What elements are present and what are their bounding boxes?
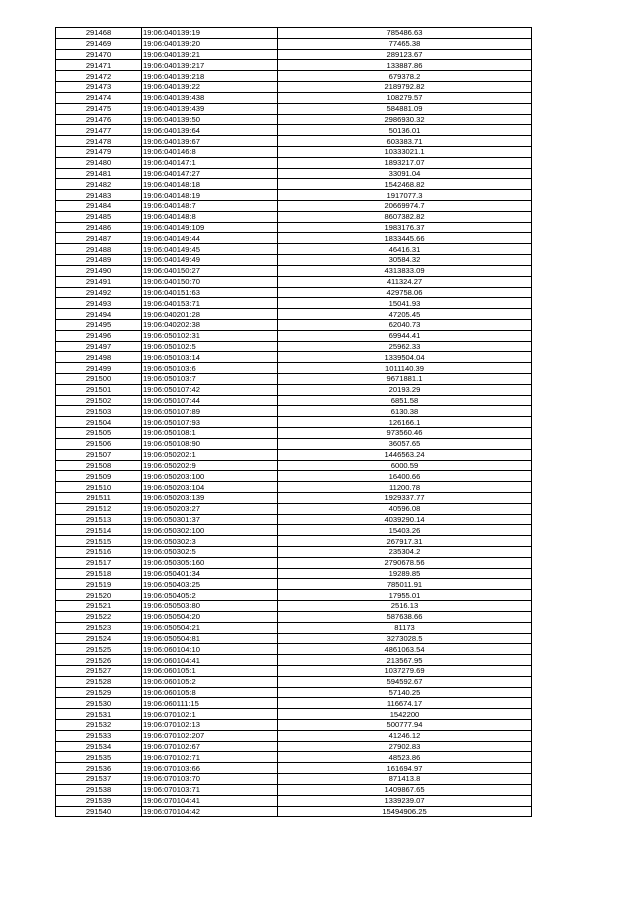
cadastral-number-cell: 19:06:050302:100 bbox=[142, 525, 278, 536]
cadastral-value-cell: 1446563.24 bbox=[278, 449, 532, 460]
table-row bbox=[56, 568, 532, 579]
cadastral-value-cell: 161694.97 bbox=[278, 763, 532, 774]
table-row bbox=[56, 492, 532, 503]
cadastral-number-cell: 19:06:060111:15 bbox=[142, 698, 278, 709]
table-row bbox=[56, 676, 532, 687]
table-row bbox=[56, 319, 532, 330]
row-number-cell: 291529 bbox=[56, 687, 142, 698]
cadastral-number-cell: 19:06:050302:5 bbox=[142, 547, 278, 558]
cadastral-number-cell: 19:06:050503:80 bbox=[142, 601, 278, 612]
row-number-cell: 291533 bbox=[56, 730, 142, 741]
row-number-cell: 291524 bbox=[56, 633, 142, 644]
cadastral-value-cell: 679378.2 bbox=[278, 71, 532, 82]
cadastral-value-cell: 11200.78 bbox=[278, 482, 532, 493]
row-number-cell: 291501 bbox=[56, 384, 142, 395]
table-row bbox=[56, 287, 532, 298]
row-number-cell: 291495 bbox=[56, 319, 142, 330]
row-number-cell: 291499 bbox=[56, 363, 142, 374]
table-row bbox=[56, 168, 532, 179]
cadastral-value-cell: 213567.95 bbox=[278, 655, 532, 666]
row-number-cell: 291536 bbox=[56, 763, 142, 774]
cadastral-number-cell: 19:06:040201:28 bbox=[142, 309, 278, 320]
row-number-cell: 291518 bbox=[56, 568, 142, 579]
row-number-cell: 291479 bbox=[56, 146, 142, 157]
table-body bbox=[56, 28, 532, 817]
cadastral-number-cell: 19:06:040139:19 bbox=[142, 28, 278, 39]
row-number-cell: 291493 bbox=[56, 298, 142, 309]
table-row bbox=[56, 471, 532, 482]
cadastral-number-cell: 19:06:050108:90 bbox=[142, 438, 278, 449]
table-row bbox=[56, 601, 532, 612]
table-row bbox=[56, 28, 532, 39]
cadastral-number-cell: 19:06:040202:38 bbox=[142, 319, 278, 330]
cadastral-number-cell: 19:06:040149:44 bbox=[142, 233, 278, 244]
cadastral-value-cell: 30584.32 bbox=[278, 255, 532, 266]
cadastral-number-cell: 19:06:060105:8 bbox=[142, 687, 278, 698]
table-row bbox=[56, 547, 532, 558]
table-row bbox=[56, 774, 532, 785]
cadastral-number-cell: 19:06:050108:1 bbox=[142, 428, 278, 439]
cadastral-number-cell: 19:06:060105:2 bbox=[142, 676, 278, 687]
table-row bbox=[56, 698, 532, 709]
cadastral-number-cell: 19:06:040150:70 bbox=[142, 276, 278, 287]
cadastral-value-cell: 1833445.66 bbox=[278, 233, 532, 244]
row-number-cell: 291522 bbox=[56, 611, 142, 622]
row-number-cell: 291490 bbox=[56, 265, 142, 276]
table-row bbox=[56, 752, 532, 763]
cadastral-value-cell: 1929337.77 bbox=[278, 492, 532, 503]
cadastral-value-cell: 25962.33 bbox=[278, 341, 532, 352]
row-number-cell: 291509 bbox=[56, 471, 142, 482]
cadastral-value-cell: 33091.04 bbox=[278, 168, 532, 179]
cadastral-value-cell: 6000.59 bbox=[278, 460, 532, 471]
table-row bbox=[56, 406, 532, 417]
cadastral-value-cell: 1339239.07 bbox=[278, 795, 532, 806]
cadastral-number-cell: 19:06:050107:93 bbox=[142, 417, 278, 428]
cadastral-number-cell: 19:06:050202:1 bbox=[142, 449, 278, 460]
row-number-cell: 291523 bbox=[56, 622, 142, 633]
row-number-cell: 291531 bbox=[56, 709, 142, 720]
table-row bbox=[56, 103, 532, 114]
row-number-cell: 291517 bbox=[56, 557, 142, 568]
cadastral-number-cell: 19:06:040139:50 bbox=[142, 114, 278, 125]
row-number-cell: 291468 bbox=[56, 28, 142, 39]
cadastral-value-cell: 1917077.3 bbox=[278, 190, 532, 201]
cadastral-value-cell: 1893217.07 bbox=[278, 157, 532, 168]
row-number-cell: 291483 bbox=[56, 190, 142, 201]
cadastral-value-cell: 46416.31 bbox=[278, 244, 532, 255]
row-number-cell: 291497 bbox=[56, 341, 142, 352]
cadastral-value-cell: 1409867.65 bbox=[278, 784, 532, 795]
cadastral-number-cell: 19:06:050504:21 bbox=[142, 622, 278, 633]
row-number-cell: 291527 bbox=[56, 665, 142, 676]
row-number-cell: 291538 bbox=[56, 784, 142, 795]
row-number-cell: 291521 bbox=[56, 601, 142, 612]
cadastral-number-cell: 19:06:050504:20 bbox=[142, 611, 278, 622]
cadastral-number-cell: 19:06:070102:13 bbox=[142, 720, 278, 731]
cadastral-value-cell: 871413.8 bbox=[278, 774, 532, 785]
cadastral-number-cell: 19:06:070103:70 bbox=[142, 774, 278, 785]
table-row bbox=[56, 233, 532, 244]
table-row bbox=[56, 374, 532, 385]
row-number-cell: 291475 bbox=[56, 103, 142, 114]
cadastral-value-cell: 1542468.82 bbox=[278, 179, 532, 190]
table-row bbox=[56, 146, 532, 157]
table-row bbox=[56, 222, 532, 233]
cadastral-number-cell: 19:06:050401:34 bbox=[142, 568, 278, 579]
row-number-cell: 291482 bbox=[56, 179, 142, 190]
row-number-cell: 291504 bbox=[56, 417, 142, 428]
cadastral-value-cell: 289123.67 bbox=[278, 49, 532, 60]
table-row bbox=[56, 557, 532, 568]
cadastral-number-cell: 19:06:050107:44 bbox=[142, 395, 278, 406]
table-row bbox=[56, 633, 532, 644]
table-row bbox=[56, 255, 532, 266]
table-row bbox=[56, 92, 532, 103]
cadastral-number-cell: 19:06:070102:71 bbox=[142, 752, 278, 763]
cadastral-number-cell: 19:06:060105:1 bbox=[142, 665, 278, 676]
row-number-cell: 291486 bbox=[56, 222, 142, 233]
table-row bbox=[56, 190, 532, 201]
table-row bbox=[56, 428, 532, 439]
row-number-cell: 291528 bbox=[56, 676, 142, 687]
row-number-cell: 291506 bbox=[56, 438, 142, 449]
row-number-cell: 291473 bbox=[56, 82, 142, 93]
table-row bbox=[56, 709, 532, 720]
row-number-cell: 291507 bbox=[56, 449, 142, 460]
cadastral-number-cell: 19:06:040148:7 bbox=[142, 201, 278, 212]
cadastral-value-cell: 20669974.7 bbox=[278, 201, 532, 212]
row-number-cell: 291481 bbox=[56, 168, 142, 179]
cadastral-number-cell: 19:06:070104:41 bbox=[142, 795, 278, 806]
row-number-cell: 291496 bbox=[56, 330, 142, 341]
row-number-cell: 291537 bbox=[56, 774, 142, 785]
row-number-cell: 291526 bbox=[56, 655, 142, 666]
row-number-cell: 291477 bbox=[56, 125, 142, 136]
cadastral-value-table-container bbox=[55, 27, 531, 817]
table-row bbox=[56, 82, 532, 93]
cadastral-number-cell: 19:06:070104:42 bbox=[142, 806, 278, 817]
cadastral-number-cell: 19:06:050202:9 bbox=[142, 460, 278, 471]
cadastral-value-cell: 584881.09 bbox=[278, 103, 532, 114]
table-row bbox=[56, 644, 532, 655]
cadastral-number-cell: 19:06:050305:160 bbox=[142, 557, 278, 568]
row-number-cell: 291498 bbox=[56, 352, 142, 363]
row-number-cell: 291472 bbox=[56, 71, 142, 82]
row-number-cell: 291491 bbox=[56, 276, 142, 287]
cadastral-value-cell: 116674.17 bbox=[278, 698, 532, 709]
table-row bbox=[56, 536, 532, 547]
cadastral-value-cell: 57140.25 bbox=[278, 687, 532, 698]
cadastral-value-cell: 2189792.82 bbox=[278, 82, 532, 93]
cadastral-value-cell: 4313833.09 bbox=[278, 265, 532, 276]
table-row bbox=[56, 730, 532, 741]
cadastral-number-cell: 19:06:050103:14 bbox=[142, 352, 278, 363]
cadastral-value-cell: 3273028.5 bbox=[278, 633, 532, 644]
row-number-cell: 291474 bbox=[56, 92, 142, 103]
table-row bbox=[56, 49, 532, 60]
table-row bbox=[56, 71, 532, 82]
row-number-cell: 291519 bbox=[56, 579, 142, 590]
row-number-cell: 291494 bbox=[56, 309, 142, 320]
cadastral-value-cell: 500777.94 bbox=[278, 720, 532, 731]
table-row bbox=[56, 525, 532, 536]
cadastral-value-cell: 16400.66 bbox=[278, 471, 532, 482]
cadastral-value-cell: 15403.26 bbox=[278, 525, 532, 536]
cadastral-value-cell: 1037279.69 bbox=[278, 665, 532, 676]
table-row bbox=[56, 460, 532, 471]
cadastral-number-cell: 19:06:050103:7 bbox=[142, 374, 278, 385]
cadastral-number-cell: 19:06:040139:67 bbox=[142, 136, 278, 147]
row-number-cell: 291511 bbox=[56, 492, 142, 503]
row-number-cell: 291515 bbox=[56, 536, 142, 547]
cadastral-number-cell: 19:06:050203:139 bbox=[142, 492, 278, 503]
cadastral-value-cell: 108279.57 bbox=[278, 92, 532, 103]
row-number-cell: 291469 bbox=[56, 38, 142, 49]
row-number-cell: 291514 bbox=[56, 525, 142, 536]
cadastral-value-cell: 48523.86 bbox=[278, 752, 532, 763]
cadastral-number-cell: 19:06:040148:18 bbox=[142, 179, 278, 190]
cadastral-number-cell: 19:06:050405:2 bbox=[142, 590, 278, 601]
cadastral-value-cell: 267917.31 bbox=[278, 536, 532, 547]
cadastral-value-cell: 1542200 bbox=[278, 709, 532, 720]
cadastral-number-cell: 19:06:040151:63 bbox=[142, 287, 278, 298]
table-row bbox=[56, 384, 532, 395]
cadastral-number-cell: 19:06:040149:49 bbox=[142, 255, 278, 266]
cadastral-number-cell: 19:06:070103:66 bbox=[142, 763, 278, 774]
cadastral-number-cell: 19:06:050103:6 bbox=[142, 363, 278, 374]
table-row bbox=[56, 795, 532, 806]
cadastral-number-cell: 19:06:040148:8 bbox=[142, 211, 278, 222]
row-number-cell: 291534 bbox=[56, 741, 142, 752]
cadastral-value-cell: 15041.93 bbox=[278, 298, 532, 309]
cadastral-value-table bbox=[55, 27, 532, 817]
table-row bbox=[56, 687, 532, 698]
table-row bbox=[56, 590, 532, 601]
row-number-cell: 291535 bbox=[56, 752, 142, 763]
table-row bbox=[56, 211, 532, 222]
table-row bbox=[56, 38, 532, 49]
cadastral-number-cell: 19:06:040150:27 bbox=[142, 265, 278, 276]
cadastral-number-cell: 19:06:040139:217 bbox=[142, 60, 278, 71]
cadastral-value-cell: 17955.01 bbox=[278, 590, 532, 601]
cadastral-value-cell: 2516.13 bbox=[278, 601, 532, 612]
row-number-cell: 291492 bbox=[56, 287, 142, 298]
cadastral-value-cell: 47205.45 bbox=[278, 309, 532, 320]
table-row bbox=[56, 720, 532, 731]
row-number-cell: 291478 bbox=[56, 136, 142, 147]
table-row bbox=[56, 579, 532, 590]
cadastral-number-cell: 19:06:070103:71 bbox=[142, 784, 278, 795]
table-row bbox=[56, 330, 532, 341]
cadastral-number-cell: 19:06:040153:71 bbox=[142, 298, 278, 309]
table-row bbox=[56, 244, 532, 255]
row-number-cell: 291502 bbox=[56, 395, 142, 406]
table-row bbox=[56, 741, 532, 752]
cadastral-value-cell: 603383.71 bbox=[278, 136, 532, 147]
cadastral-value-cell: 594592.67 bbox=[278, 676, 532, 687]
cadastral-value-cell: 8607382.82 bbox=[278, 211, 532, 222]
cadastral-number-cell: 19:06:070102:67 bbox=[142, 741, 278, 752]
cadastral-value-cell: 235304.2 bbox=[278, 547, 532, 558]
table-row bbox=[56, 784, 532, 795]
table-row bbox=[56, 417, 532, 428]
cadastral-value-cell: 19289.85 bbox=[278, 568, 532, 579]
cadastral-number-cell: 19:06:050203:27 bbox=[142, 503, 278, 514]
row-number-cell: 291508 bbox=[56, 460, 142, 471]
table-row bbox=[56, 806, 532, 817]
row-number-cell: 291480 bbox=[56, 157, 142, 168]
cadastral-value-cell: 411324.27 bbox=[278, 276, 532, 287]
cadastral-value-cell: 973560.46 bbox=[278, 428, 532, 439]
cadastral-value-cell: 20193.29 bbox=[278, 384, 532, 395]
row-number-cell: 291540 bbox=[56, 806, 142, 817]
cadastral-number-cell: 19:06:050301:37 bbox=[142, 514, 278, 525]
cadastral-value-cell: 133887.86 bbox=[278, 60, 532, 71]
cadastral-number-cell: 19:06:040148:19 bbox=[142, 190, 278, 201]
cadastral-value-cell: 1011140.39 bbox=[278, 363, 532, 374]
cadastral-number-cell: 19:06:050203:104 bbox=[142, 482, 278, 493]
table-row bbox=[56, 363, 532, 374]
table-row bbox=[56, 265, 532, 276]
cadastral-number-cell: 19:06:050504:81 bbox=[142, 633, 278, 644]
cadastral-number-cell: 19:06:040146:8 bbox=[142, 146, 278, 157]
row-number-cell: 291525 bbox=[56, 644, 142, 655]
table-row bbox=[56, 276, 532, 287]
row-number-cell: 291530 bbox=[56, 698, 142, 709]
row-number-cell: 291487 bbox=[56, 233, 142, 244]
cadastral-value-cell: 785486.63 bbox=[278, 28, 532, 39]
cadastral-value-cell: 1339504.04 bbox=[278, 352, 532, 363]
cadastral-number-cell: 19:06:040139:439 bbox=[142, 103, 278, 114]
cadastral-number-cell: 19:06:050302:3 bbox=[142, 536, 278, 547]
cadastral-number-cell: 19:06:040139:22 bbox=[142, 82, 278, 93]
cadastral-number-cell: 19:06:040147:1 bbox=[142, 157, 278, 168]
row-number-cell: 291520 bbox=[56, 590, 142, 601]
row-number-cell: 291489 bbox=[56, 255, 142, 266]
cadastral-value-cell: 785011.91 bbox=[278, 579, 532, 590]
table-row bbox=[56, 395, 532, 406]
cadastral-number-cell: 19:06:040147:27 bbox=[142, 168, 278, 179]
table-row bbox=[56, 514, 532, 525]
table-row bbox=[56, 622, 532, 633]
cadastral-number-cell: 19:06:070102:207 bbox=[142, 730, 278, 741]
table-row bbox=[56, 763, 532, 774]
cadastral-value-cell: 4861063.54 bbox=[278, 644, 532, 655]
row-number-cell: 291503 bbox=[56, 406, 142, 417]
table-row bbox=[56, 655, 532, 666]
table-row bbox=[56, 298, 532, 309]
cadastral-value-cell: 40596.08 bbox=[278, 503, 532, 514]
cadastral-number-cell: 19:06:050102:5 bbox=[142, 341, 278, 352]
table-row bbox=[56, 665, 532, 676]
cadastral-number-cell: 19:06:050403:25 bbox=[142, 579, 278, 590]
cadastral-value-cell: 69944.41 bbox=[278, 330, 532, 341]
table-row bbox=[56, 125, 532, 136]
row-number-cell: 291500 bbox=[56, 374, 142, 385]
table-row bbox=[56, 309, 532, 320]
table-row bbox=[56, 136, 532, 147]
cadastral-number-cell: 19:06:050102:31 bbox=[142, 330, 278, 341]
cadastral-value-cell: 77465.38 bbox=[278, 38, 532, 49]
cadastral-value-cell: 9671881.1 bbox=[278, 374, 532, 385]
row-number-cell: 291512 bbox=[56, 503, 142, 514]
table-row bbox=[56, 341, 532, 352]
cadastral-number-cell: 19:06:040139:438 bbox=[142, 92, 278, 103]
cadastral-value-cell: 2986930.32 bbox=[278, 114, 532, 125]
cadastral-value-cell: 6851.58 bbox=[278, 395, 532, 406]
row-number-cell: 291488 bbox=[56, 244, 142, 255]
row-number-cell: 291532 bbox=[56, 720, 142, 731]
table-row bbox=[56, 503, 532, 514]
row-number-cell: 291485 bbox=[56, 211, 142, 222]
table-row bbox=[56, 114, 532, 125]
cadastral-number-cell: 19:06:060104:41 bbox=[142, 655, 278, 666]
cadastral-number-cell: 19:06:070102:1 bbox=[142, 709, 278, 720]
cadastral-value-cell: 10333021.1 bbox=[278, 146, 532, 157]
table-row bbox=[56, 201, 532, 212]
row-number-cell: 291516 bbox=[56, 547, 142, 558]
cadastral-value-cell: 1983176.37 bbox=[278, 222, 532, 233]
row-number-cell: 291470 bbox=[56, 49, 142, 60]
cadastral-value-cell: 27902.83 bbox=[278, 741, 532, 752]
cadastral-number-cell: 19:06:040139:218 bbox=[142, 71, 278, 82]
cadastral-number-cell: 19:06:040139:64 bbox=[142, 125, 278, 136]
cadastral-number-cell: 19:06:060104:10 bbox=[142, 644, 278, 655]
row-number-cell: 291471 bbox=[56, 60, 142, 71]
table-row bbox=[56, 482, 532, 493]
table-row bbox=[56, 449, 532, 460]
table-row bbox=[56, 352, 532, 363]
cadastral-number-cell: 19:06:040139:21 bbox=[142, 49, 278, 60]
cadastral-value-cell: 81173 bbox=[278, 622, 532, 633]
cadastral-value-cell: 62040.73 bbox=[278, 319, 532, 330]
table-row bbox=[56, 157, 532, 168]
row-number-cell: 291539 bbox=[56, 795, 142, 806]
cadastral-number-cell: 19:06:040149:109 bbox=[142, 222, 278, 233]
row-number-cell: 291505 bbox=[56, 428, 142, 439]
cadastral-number-cell: 19:06:040149:45 bbox=[142, 244, 278, 255]
table-row bbox=[56, 611, 532, 622]
cadastral-value-cell: 15494906.25 bbox=[278, 806, 532, 817]
cadastral-value-cell: 4039290.14 bbox=[278, 514, 532, 525]
cadastral-value-cell: 2790678.56 bbox=[278, 557, 532, 568]
cadastral-value-cell: 36057.65 bbox=[278, 438, 532, 449]
table-row bbox=[56, 179, 532, 190]
cadastral-value-cell: 429758.06 bbox=[278, 287, 532, 298]
cadastral-number-cell: 19:06:050107:42 bbox=[142, 384, 278, 395]
row-number-cell: 291513 bbox=[56, 514, 142, 525]
row-number-cell: 291484 bbox=[56, 201, 142, 212]
table-row bbox=[56, 438, 532, 449]
row-number-cell: 291510 bbox=[56, 482, 142, 493]
cadastral-number-cell: 19:06:050203:100 bbox=[142, 471, 278, 482]
table-row bbox=[56, 60, 532, 71]
cadastral-number-cell: 19:06:040139:20 bbox=[142, 38, 278, 49]
row-number-cell: 291476 bbox=[56, 114, 142, 125]
cadastral-value-cell: 41246.12 bbox=[278, 730, 532, 741]
cadastral-value-cell: 50136.01 bbox=[278, 125, 532, 136]
cadastral-number-cell: 19:06:050107:89 bbox=[142, 406, 278, 417]
cadastral-value-cell: 587638.66 bbox=[278, 611, 532, 622]
cadastral-value-cell: 126166.1 bbox=[278, 417, 532, 428]
cadastral-value-cell: 6130.38 bbox=[278, 406, 532, 417]
